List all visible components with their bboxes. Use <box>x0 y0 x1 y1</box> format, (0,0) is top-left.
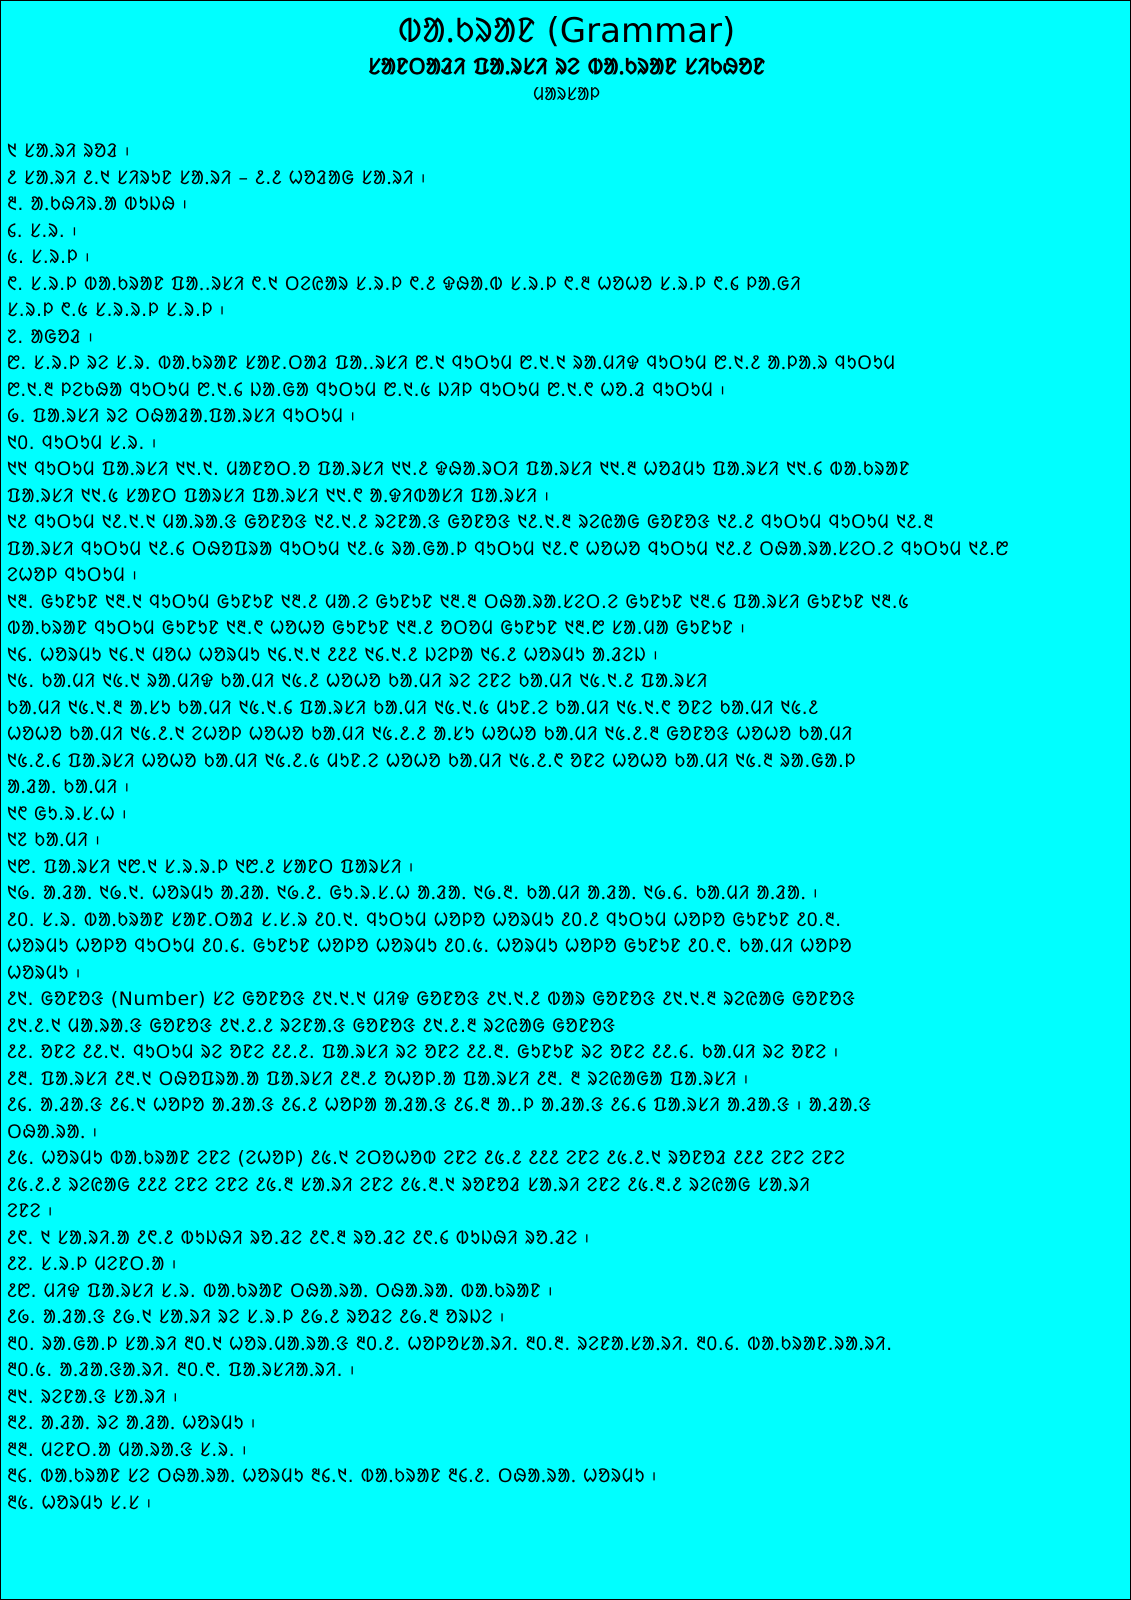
content-line: ᱒᱕.᱒.᱒ ᱨᱮᱭᱟᱜ ᱒᱒᱒ ᱮᱱᱮ ᱮᱱᱮ ᱒᱕.᱓ ᱥᱟᱹᱨᱤ ᱮᱱᱮ ᱒᱕.᱓.᱑ ᱨᱚᱱᱚᱲ ᱥᱟᱹᱨᱤ ᱮᱱᱮ ᱒᱕.᱓.᱒ ᱨᱮᱭᱟᱜ ᱥᱟᱹᱨᱤ <box>7 1173 811 1196</box>
content-line: ᱠᱟᱹᱢᱤ ᱑᱕.᱑.᱓ ᱟᱹᱥᱩ ᱠᱟᱹᱢᱤ ᱑᱕.᱑.᱔ ᱯᱟᱹᱨᱥᱤ ᱠᱟᱹᱢᱤ ᱑᱕.᱑.᱕ ᱢᱩᱱ.ᱮ ᱠᱟᱹᱢᱤ ᱑᱕.᱑.᱖ ᱚᱱᱮ ᱠᱟᱹᱢᱤ ᱑᱕.᱒ <box>7 696 819 719</box>
content-line: ᱑᱓. ᱜᱩᱱᱩᱱ ᱑᱓.᱑ ᱧᱩᱛᱩᱢ ᱜᱩᱱᱩᱱ ᱑᱓.᱒ ᱢᱟ.ᱮ ᱜᱩᱱᱩᱱ ᱑᱓.᱓ ᱛᱷᱟᱹᱨᱟᱹᱥᱮᱛ.ᱮ ᱜᱩᱱᱩᱱ ᱑᱓.᱔ ᱯᱟᱹᱨᱥᱤ ᱜᱩᱱᱩᱱ ᱑᱓.᱕ <box>7 590 910 613</box>
content-line: ᱯᱟᱹᱨᱥᱤ ᱧᱩᱛᱩᱢ ᱑᱒.᱔ ᱛᱷᱚᱯᱨᱟ ᱧᱩᱛᱩᱢ ᱑᱒.᱕ ᱨᱟ.ᱜᱟ.ᱞ ᱧᱩᱛᱩᱢ ᱑᱒.᱖ ᱦᱚᱦᱚ ᱧᱩᱛᱩᱢ ᱑᱒.᱒ ᱛᱷᱟᱹᱨᱟᱹᱥᱮᱛ.ᱮ ᱧᱩᱛᱩᱢ ᱑᱒.᱘ <box>7 537 1009 560</box>
document-subtitle: ᱥᱟᱱᱛᱟᱲᱤ ᱯᱟᱹᱨᱥᱤ ᱨᱮ ᱵᱟᱹᱠᱨᱟᱱ ᱥᱤᱠᱷᱚᱱ <box>367 55 766 80</box>
content-line: ᱒᱒. ᱚᱱᱮ ᱒᱒.᱑. ᱧᱩᱛᱩᱢ ᱨᱮ ᱚᱱᱮ ᱒᱒.᱒. ᱯᱟᱹᱨᱥᱤ ᱨᱮ ᱚᱱᱮ ᱒᱒.᱓. ᱜᱩᱱᱩᱱ ᱨᱮ ᱚᱱᱮ ᱒᱒.᱔. ᱠᱟᱹᱢᱤ ᱨᱮ ᱚᱱᱮ ᱾ <box>7 1041 839 1063</box>
content-line: ᱑᱙. ᱟᱹᱲᱟᱹ ᱑᱙.᱑. ᱦᱚᱨᱢᱩ ᱟᱹᱲᱟᱹ ᱑᱙.᱒. ᱜᱩ.ᱨ.ᱥ.ᱦ ᱟᱹᱲᱟᱹ ᱑᱙.᱓. ᱠᱟᱹᱢᱤ ᱟᱹᱲᱟᱹ ᱑᱙.᱔. ᱠᱟᱹᱢᱤ ᱟᱹᱲᱟᱹ ᱾ <box>7 882 819 904</box>
content-line: ᱒᱓. ᱯᱟᱹᱨᱥᱤ ᱒᱓.᱑ ᱛᱷᱚᱯᱨᱟ.ᱟ ᱯᱟᱹᱨᱥᱤ ᱒᱓.᱒ ᱚᱦᱚᱞ.ᱟ ᱯᱟᱹᱨᱥᱤ ᱒᱓. ᱓ ᱨᱮᱭᱟᱜᱟ ᱯᱟᱹᱨᱥᱤ ᱾ <box>7 1067 749 1090</box>
content-line: ᱑᱐. ᱧᱩᱛᱩᱢ ᱥ.ᱨ. ᱾ <box>7 431 158 454</box>
content-line: ᱮᱦᱚᱞ ᱧᱩᱛᱩᱢ ᱾ <box>7 564 138 586</box>
content-line: ᱥ.ᱨ.ᱞ ᱖.᱕ ᱥ.ᱨ.ᱨ.ᱞ ᱥ.ᱨ.ᱞ ᱾ <box>7 299 226 321</box>
content-line: ᱘.᱑.᱓ ᱞᱮᱠᱷᱟ ᱧᱩᱛᱩᱢ ᱘.᱑.᱔ ᱡᱟ.ᱜᱟ ᱧᱩᱛᱩᱢ ᱘.᱑.᱕ ᱡᱤᱞ ᱧᱩᱛᱩᱢ ᱘.᱑.᱖ ᱦᱚ.ᱲ ᱧᱩᱛᱩᱢ ᱾ <box>7 378 726 401</box>
content-line: ᱓᱔. ᱵᱟᱹᱠᱨᱟᱱ ᱥᱮ ᱛᱷᱟᱹᱨᱟᱹ ᱦᱚᱨᱢᱩ ᱓᱔.᱑. ᱵᱟᱹᱠᱨᱟᱱ ᱓᱔.᱒. ᱛᱷᱟᱹᱨᱟᱹ ᱦᱚᱨᱢᱩ ᱾ <box>7 1465 658 1487</box>
content-line: ᱑᱕.᱒.᱔ ᱯᱟᱹᱨᱥᱤ ᱦᱚᱦᱚ ᱠᱟᱹᱢᱤ ᱑᱕.᱒.᱕ ᱢᱩᱱ.ᱮ ᱦᱚᱦᱚ ᱠᱟᱹᱢᱤ ᱑᱕.᱒.᱖ ᱚᱱᱮ ᱦᱚᱦᱚ ᱠᱟᱹᱢᱤ ᱑᱕.᱓ ᱨᱟ.ᱜᱟ.ᱞ <box>7 749 856 772</box>
content-line: ᱔. ᱥ.ᱨ. ᱾ <box>7 219 78 242</box>
content-line: ᱘. ᱥ.ᱨ.ᱞ ᱨᱮ ᱥ.ᱨ. ᱵᱟᱹᱠᱨᱟᱱ ᱥᱟᱱ.ᱛᱟᱲ ᱯᱟᱹ.ᱨᱥᱤ ᱘.᱑ ᱧᱩᱛᱩᱢ ᱘.᱑.᱑ ᱨᱟᱹᱢᱤᱫ ᱧᱩᱛᱩᱢ ᱘.᱑.᱒ ᱟᱹᱞᱟᱹᱨ ᱧᱩᱛᱩᱢ <box>7 352 896 374</box>
document-title: ᱵᱟᱹᱠᱨᱟᱱ (Grammar) <box>397 11 736 51</box>
content-line: ᱖. ᱥ.ᱨ.ᱞ ᱵᱟᱹᱠᱨᱟᱱ ᱯᱟᱹ.ᱨᱥᱤ ᱖.᱑ ᱛᱮᱭᱟᱨ ᱥ.ᱨ.ᱞ ᱖.᱒ ᱫᱷᱟᱹᱵ ᱥ.ᱨ.ᱞ ᱖.᱓ ᱦᱚᱦᱚ ᱥ.ᱨ.ᱞ ᱖.᱔ ᱞᱟᱹᱜᱤ <box>7 272 802 295</box>
content-line: ᱒᱖. ᱑ ᱥᱟᱹᱨᱤ.ᱟ ᱒᱖.᱒ ᱵᱩᱡᱷᱤ ᱨᱚ.ᱲᱮ ᱒᱖.᱓ ᱨᱚ.ᱲᱮ ᱒᱖.᱔ ᱵᱩᱡᱷᱤ ᱨᱚ.ᱲᱮ ᱾ <box>7 1226 590 1249</box>
content-line: ᱑᱗ ᱠᱟᱹᱢᱤ ᱾ <box>7 829 101 851</box>
content-line: ᱑᱑ ᱧᱩᱛᱩᱢ ᱯᱟᱹᱨᱥᱤ ᱑᱑.᱑. ᱢᱟᱱᱚᱛ.ᱚ ᱯᱟᱹᱨᱥᱤ ᱑᱑.᱒ ᱫᱷᱟᱹᱨᱛᱤ ᱯᱟᱹᱨᱥᱤ ᱑᱑.᱓ ᱦᱚᱲᱢᱩ ᱯᱟᱹᱨᱥᱤ ᱑᱑.᱔ ᱵᱟᱹᱠᱨᱟᱱ <box>7 458 911 480</box>
content-line: ᱑᱘. ᱯᱟᱹᱨᱥᱤ ᱑᱘.᱑ ᱥ.ᱨ.ᱨ.ᱞ ᱑᱘.᱒ ᱥᱟᱱᱛ ᱯᱟᱨᱥᱤ ᱾ <box>7 855 415 878</box>
content-line: ᱟᱹᱲᱟᱹ ᱠᱟᱹᱢᱤ ᱾ <box>7 776 130 798</box>
content-line: ᱑᱖ ᱜᱩ.ᱨ.ᱥ.ᱦ ᱾ <box>7 802 128 825</box>
content-line: ᱵᱟᱹᱠᱨᱟᱱ ᱧᱩᱛᱩᱢ ᱜᱩᱱᱩᱱ ᱑᱓.᱖ ᱦᱚᱦᱚ ᱜᱩᱱᱩᱱ ᱑᱓.᱒ ᱚᱛᱚᱢ ᱜᱩᱱᱩᱱ ᱑᱓.᱘ ᱥᱟ.ᱢᱟ ᱜᱩᱱᱩᱱ ᱾ <box>7 617 746 639</box>
contents-list <box>7 138 1125 1516</box>
content-line: ᱒᱙. ᱟᱹᱲᱟᱹᱝ ᱒᱙.᱑ ᱥᱟᱹᱨᱤ ᱨᱮ ᱥ.ᱨ.ᱞ ᱒᱙.᱒ ᱨᱚᱲᱮ ᱒᱙.᱓ ᱚᱨᱡᱮ ᱾ <box>7 1306 506 1328</box>
content-line: ᱓᱕. ᱦᱚᱨᱢᱩ ᱥ.ᱥ ᱾ <box>7 1491 152 1514</box>
content-line: ᱒᱘. ᱢᱤᱫ ᱯᱟᱹᱨᱥᱤ ᱥ.ᱨ. ᱵᱟᱹᱠᱨᱟᱱ ᱛᱷᱟᱹᱨᱟᱹ ᱛᱷᱟᱹᱨᱟᱹ ᱵᱟᱹᱠᱨᱟᱱ ᱾ <box>7 1279 554 1302</box>
content-line: ᱒᱑.᱒.᱑ ᱢᱟᱹᱨᱟᱹᱝ ᱜᱚᱱᱚᱝ ᱒᱑.᱒.᱒ ᱨᱮᱱᱟᱹᱝ ᱜᱚᱱᱚᱝ ᱒᱑.᱒.᱓ ᱨᱮᱭᱟᱜ ᱜᱚᱱᱚᱝ <box>7 1014 616 1037</box>
content-line: ᱑ ᱥᱟᱹᱨᱤ ᱨᱚᱲ ᱾ <box>7 140 131 162</box>
content-line: ᱓᱐.᱕. ᱟᱹᱲᱟᱹᱝᱟᱹᱨᱤ. ᱓᱐.᱖. ᱯᱟᱹᱨᱥᱤᱟᱹᱨᱤ. ᱾ <box>7 1359 356 1381</box>
content-line: ᱒᱕. ᱦᱚᱨᱢᱩ ᱵᱟᱹᱠᱨᱟᱱ ᱮᱱᱮ (ᱮᱦᱚᱞ) ᱒᱕.᱑ ᱮᱛᱚᱦᱚᱵ ᱮᱱᱮ ᱒᱕.᱒ ᱒᱒᱒ ᱮᱱᱮ ᱒᱕.᱒.᱑ ᱨᱚᱱᱚᱲ ᱒᱒᱒ ᱮᱱᱮ ᱮᱱᱮ <box>7 1147 846 1169</box>
content-line: ᱗. ᱟᱜᱚᱲ ᱾ <box>7 325 94 348</box>
content-line: ᱓᱓. ᱢᱮᱱᱛ.ᱟ ᱢᱟᱹᱨᱟᱹᱝ ᱥ.ᱨ. ᱾ <box>7 1438 248 1461</box>
content-line: ᱒ ᱥᱟᱹᱨᱤ ᱒.᱑ ᱥᱤᱨᱩᱱ ᱥᱟᱹᱨᱤ – ᱒.᱒ ᱦᱚᱲᱟᱜ ᱥᱟᱹᱨᱤ ᱾ <box>7 166 427 189</box>
content-line: ᱑᱒ ᱧᱩᱛᱩᱢ ᱑᱒.᱑.᱑ ᱢᱟᱹᱨᱟᱹᱝ ᱜᱚᱱᱚᱝ ᱑᱒.᱑.᱒ ᱨᱮᱱᱟᱹᱝ ᱜᱚᱱᱚᱝ ᱑᱒.᱑.᱓ ᱨᱮᱭᱟᱜ ᱜᱚᱱᱚᱝ ᱑᱒.᱒ ᱧᱩᱛᱩᱢ ᱧᱩᱛᱩᱢ ᱑᱒.᱓ <box>7 511 934 533</box>
content-line: ᱓᱑. ᱨᱮᱱᱟᱹᱝ ᱥᱟᱹᱨᱤ ᱾ <box>7 1385 179 1408</box>
content-line: ᱒᱗. ᱥ.ᱨ.ᱞ ᱢᱮᱱᱛ.ᱟ ᱾ <box>7 1253 178 1275</box>
content-line: ᱑᱕. ᱠᱟᱹᱢᱤ ᱑᱕.᱑ ᱨᱟᱹᱢᱤᱫ ᱠᱟᱹᱢᱤ ᱑᱕.᱒ ᱦᱚᱦᱚ ᱠᱟᱹᱢᱤ ᱨᱮ ᱮᱱᱮ ᱠᱟᱹᱢᱤ ᱑᱕.᱑.᱒ ᱯᱟᱹᱨᱥᱤ <box>7 670 708 692</box>
content-line: ᱮᱱᱮ ᱾ <box>7 1200 54 1222</box>
content-line: ᱕. ᱥ.ᱨ.ᱞ ᱾ <box>7 246 91 268</box>
content-line: ᱦᱚᱦᱚ ᱠᱟᱹᱢᱤ ᱑᱕.᱒.᱑ ᱮᱦᱚᱞ ᱦᱚᱦᱚ ᱠᱟᱹᱢᱤ ᱑᱕.᱒.᱒ ᱟᱹᱥᱩ ᱦᱚᱦᱚ ᱠᱟᱹᱢᱤ ᱑᱕.᱒.᱓ ᱜᱚᱱᱚᱝ ᱦᱚᱦᱚ ᱠᱟᱹᱢᱤ <box>7 723 853 745</box>
content-line: ᱒᱔. ᱟᱹᱲᱟᱹᱝ ᱒᱔.᱑ ᱦᱚᱞᱚ ᱟᱹᱲᱟᱹᱝ ᱒᱔.᱒ ᱦᱚᱞᱟ ᱟᱹᱲᱟᱹᱝ ᱒᱔.᱓ ᱟᱹ.ᱞ ᱟᱹᱲᱟᱹᱝ ᱒᱔.᱔ ᱯᱟᱹᱨᱥᱤ ᱟᱹᱲᱟᱹᱝ ᱾ ᱟᱹᱲᱟᱹᱝ <box>7 1094 872 1116</box>
content-line: ᱒᱐. ᱥ.ᱨ. ᱵᱟᱹᱠᱨᱟᱱ ᱥᱟᱱ.ᱛᱟᱲ ᱥ.ᱥ.ᱨ ᱒᱐.᱑. ᱧᱩᱛᱩᱢ ᱦᱚᱞᱚ ᱦᱚᱨᱢᱩ ᱒᱐.᱒ ᱧᱩᱛᱩᱢ ᱦᱚᱞᱚ ᱜᱩᱱᱩᱱ ᱒᱐.᱓. <box>7 908 842 931</box>
content-line: ᱛᱷᱟᱹᱨᱟᱹ ᱾ <box>7 1120 98 1143</box>
content-line: ᱓. ᱟᱹᱠᱷᱤᱨ.ᱟ ᱵᱩᱡᱷ ᱾ <box>7 193 188 215</box>
content-line: ᱙. ᱯᱟᱹᱨᱥᱤ ᱨᱮ ᱛᱷᱟᱲᱟᱹᱯᱟᱹᱨᱥᱤ ᱧᱩᱛᱩᱢ ᱾ <box>7 405 356 427</box>
document-author: ᱢᱟᱨᱥᱟᱞ <box>532 84 601 105</box>
content-line: ᱦᱚᱨᱢᱩ ᱦᱚᱞᱚ ᱧᱩᱛᱩᱢ ᱒᱐.᱔. ᱜᱩᱱᱩᱱ ᱦᱚᱞᱚ ᱦᱚᱨᱢᱩ ᱒᱐.᱕. ᱦᱚᱨᱢᱩ ᱦᱚᱞᱚ ᱜᱩᱱᱩᱱ ᱒᱐.᱖. ᱠᱟᱹᱢᱤ ᱦᱚᱞᱚ <box>7 935 853 957</box>
content-line: ᱓᱐. ᱨᱟ.ᱜᱟ.ᱞ ᱥᱟᱹᱨᱤ ᱓᱐.᱑ ᱦᱚᱨ.ᱢᱟᱹᱨᱟᱹᱝ ᱓᱐.᱒. ᱦᱚᱞᱚᱥᱟᱹᱨᱤ. ᱓᱐.᱓. ᱨᱮᱱᱟᱹᱥᱟᱹᱨᱤ. ᱓᱐.᱔. ᱵᱟᱹᱠᱨᱟᱱ.ᱨᱟᱹᱨᱤ. <box>7 1332 893 1355</box>
content-line: ᱒᱑. ᱜᱚᱱᱚᱝ (Number) ᱥᱮ ᱜᱚᱱᱚᱝ ᱒᱑.᱑.᱑ ᱢᱤᱫ ᱜᱚᱱᱚᱝ ᱒᱑.᱑.᱒ ᱵᱟᱨ ᱜᱚᱱᱚᱝ ᱒᱑.᱑.᱓ ᱨᱮᱭᱟᱜ ᱜᱚᱱᱚᱝ <box>7 988 856 1010</box>
content-line: ᱑᱔. ᱦᱚᱨᱢᱩ ᱑᱔.᱑ ᱢᱚᱦ ᱦᱚᱨᱢᱩ ᱑᱔.᱑.᱑ ᱒᱒᱒ ᱑᱔.᱑.᱒ ᱡᱮᱞᱟ ᱑᱔.᱒ ᱦᱚᱨᱢᱩ ᱟᱹᱲᱮᱡ ᱾ <box>7 643 659 666</box>
content-line: ᱯᱟᱹᱨᱥᱤ ᱑᱑.᱕ ᱥᱟᱱᱛ ᱯᱟᱨᱥᱤ ᱯᱟᱹᱨᱥᱤ ᱑᱑.᱖ ᱟᱹᱫᱤᱵᱟᱥᱤ ᱯᱟᱹᱨᱥᱤ ᱾ <box>7 484 550 507</box>
content-line: ᱦᱚᱨᱢᱩ ᱾ <box>7 961 82 984</box>
content-line: ᱓᱒. ᱟᱹᱲᱟᱹ ᱨᱮ ᱟᱹᱲᱟᱹ ᱦᱚᱨᱢᱩ ᱾ <box>7 1412 257 1434</box>
